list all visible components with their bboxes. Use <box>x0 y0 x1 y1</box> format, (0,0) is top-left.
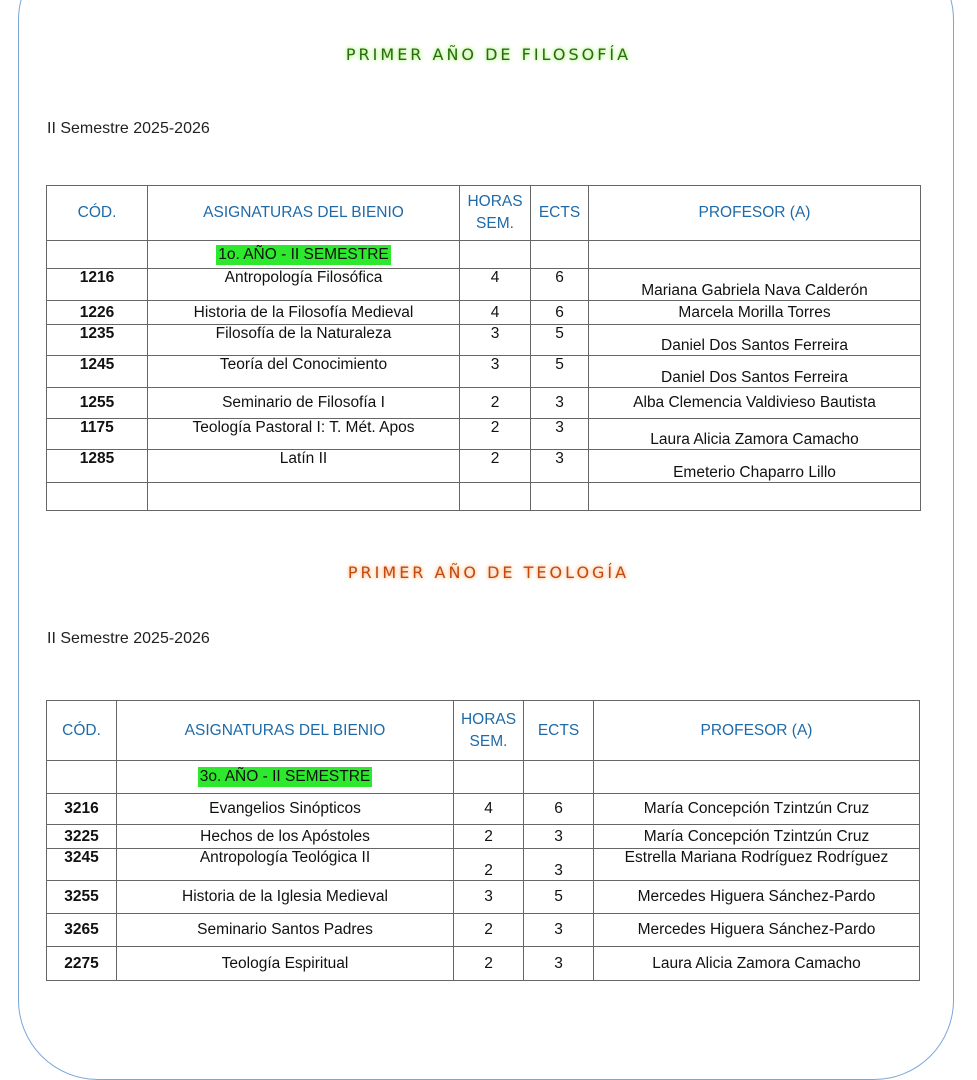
course-table-filosofia <box>46 185 921 511</box>
cell-teacher: María Concepción Tzintzún Cruz <box>594 794 920 825</box>
cell-subject: Teología Espiritual <box>117 947 454 981</box>
cell-teacher: Laura Alicia Zamora Camacho <box>589 419 921 450</box>
cell-empty <box>460 483 531 511</box>
cell-ects: 5 <box>524 881 594 914</box>
table-row <box>47 419 921 450</box>
header-hours <box>454 701 524 761</box>
cell-empty <box>589 241 921 269</box>
cell-empty <box>594 761 920 794</box>
table-row <box>47 947 920 981</box>
group-row <box>47 761 920 794</box>
cell-hours: 2 <box>454 849 524 881</box>
cell-empty <box>47 483 148 511</box>
cell-code: 1285 <box>47 450 148 483</box>
table-row <box>47 388 921 419</box>
cell-empty <box>531 241 589 269</box>
group-label: 3o. AÑO - II SEMESTRE <box>199 768 371 785</box>
cell-code: 1175 <box>47 419 148 450</box>
cell-subject: Teoría del Conocimiento <box>148 356 460 388</box>
cell-teacher: Laura Alicia Zamora Camacho <box>594 947 920 981</box>
table-header-row <box>47 701 920 761</box>
cell-subject: Hechos de los Apóstoles <box>117 825 454 849</box>
cell-teacher: Alba Clemencia Valdivieso Bautista <box>589 388 921 419</box>
cell-subject: Historia de la Filosofía Medieval <box>148 301 460 325</box>
cell-teacher: María Concepción Tzintzún Cruz <box>594 825 920 849</box>
header-hours <box>460 186 531 241</box>
cell-hours: 4 <box>460 301 531 325</box>
group-label: 1o. AÑO - II SEMESTRE <box>218 245 389 263</box>
cell-ects: 6 <box>531 301 589 325</box>
cell-hours: 4 <box>454 794 524 825</box>
cell-ects: 3 <box>524 825 594 849</box>
cell-ects: 3 <box>531 450 589 483</box>
cell-code: 2275 <box>47 947 117 981</box>
cell-empty <box>47 241 148 269</box>
cell-code: 3216 <box>47 794 117 825</box>
cell-subject: Historia de la Iglesia Medieval <box>117 881 454 914</box>
cell-teacher: Mariana Gabriela Nava Calderón <box>589 269 921 301</box>
cell-code: 1235 <box>47 325 148 356</box>
cell-ects: 3 <box>531 419 589 450</box>
cell-ects: 3 <box>524 947 594 981</box>
cell-empty <box>117 761 454 794</box>
header-hours-line: HORAS <box>460 710 517 728</box>
table-header-row <box>47 186 921 241</box>
table-row <box>47 825 920 849</box>
cell-subject: Antropología Teológica II <box>117 849 454 881</box>
cell-empty <box>460 241 531 269</box>
cell-ects: 5 <box>531 356 589 388</box>
table-row <box>47 794 920 825</box>
section-title-teologia: PRIMER AÑO DE TEOLOGÍA <box>347 563 630 582</box>
cell-code: 1245 <box>47 356 148 388</box>
semester-label-filosofia: II Semestre 2025-2026 <box>47 120 210 137</box>
cell-subject: Evangelios Sinópticos <box>117 794 454 825</box>
table-row <box>47 356 921 388</box>
header-teacher: PROFESOR (A) <box>589 186 921 241</box>
cell-hours: 2 <box>460 388 531 419</box>
cell-hours: 2 <box>460 450 531 483</box>
cell-empty <box>148 483 460 511</box>
cell-hours: 4 <box>460 269 531 301</box>
cell-ects: 3 <box>524 849 594 881</box>
cell-hours: 2 <box>460 419 531 450</box>
table-row <box>47 269 921 301</box>
cell-empty <box>148 241 460 269</box>
header-hours-line: SEM. <box>476 215 514 232</box>
cell-hours: 2 <box>454 914 524 947</box>
cell-empty <box>47 761 117 794</box>
cell-teacher: Daniel Dos Santos Ferreira <box>589 325 921 356</box>
header-subject: ASIGNATURAS DEL BIENIO <box>148 186 460 241</box>
cell-ects: 3 <box>531 388 589 419</box>
table-row <box>47 301 921 325</box>
header-hours-line: HORAS <box>467 193 523 210</box>
header-ects: ECTS <box>531 186 589 241</box>
cell-teacher: Mercedes Higuera Sánchez-Pardo <box>594 881 920 914</box>
table-row <box>47 914 920 947</box>
cell-hours: 3 <box>460 356 531 388</box>
header-teacher: PROFESOR (A) <box>594 701 920 761</box>
cell-code: 1226 <box>47 301 148 325</box>
cell-code: 1255 <box>47 388 148 419</box>
cell-code: 1216 <box>47 269 148 301</box>
cell-empty <box>524 761 594 794</box>
cell-empty <box>454 761 524 794</box>
table-row <box>47 849 920 881</box>
cell-empty <box>589 483 921 511</box>
course-table-teologia <box>46 700 920 981</box>
header-hours-line: SEM. <box>469 732 508 750</box>
header-code: CÓD. <box>47 701 117 761</box>
header-ects: ECTS <box>524 701 594 761</box>
cell-subject: Latín II <box>148 450 460 483</box>
cell-hours: 3 <box>460 325 531 356</box>
cell-subject: Antropología Filosófica <box>148 269 460 301</box>
cell-code: 3225 <box>47 825 117 849</box>
cell-empty <box>531 483 589 511</box>
cell-hours: 3 <box>454 881 524 914</box>
cell-subject: Filosofía de la Naturaleza <box>148 325 460 356</box>
section-title-filosofia: PRIMER AÑO DE FILOSOFÍA <box>345 45 632 64</box>
cell-code: 3255 <box>47 881 117 914</box>
cell-subject: Teología Pastoral I: T. Mét. Apos <box>148 419 460 450</box>
table-row <box>47 881 920 914</box>
header-subject: ASIGNATURAS DEL BIENIO <box>117 701 454 761</box>
semester-label-teologia: II Semestre 2025-2026 <box>47 630 210 647</box>
group-row <box>47 241 921 269</box>
cell-ects: 3 <box>524 914 594 947</box>
cell-hours: 2 <box>454 947 524 981</box>
table-row <box>47 450 921 483</box>
table-row <box>47 325 921 356</box>
cell-teacher: Emeterio Chaparro Lillo <box>589 450 921 483</box>
cell-ects: 6 <box>531 269 589 301</box>
cell-ects: 5 <box>531 325 589 356</box>
cell-subject: Seminario de Filosofía I <box>148 388 460 419</box>
cell-teacher: Marcela Morilla Torres <box>589 301 921 325</box>
cell-subject: Seminario Santos Padres <box>117 914 454 947</box>
cell-teacher: Estrella Mariana Rodríguez Rodríguez <box>594 849 920 881</box>
cell-teacher: Daniel Dos Santos Ferreira <box>589 356 921 388</box>
cell-code: 3245 <box>47 849 117 881</box>
cell-hours: 2 <box>454 825 524 849</box>
cell-ects: 6 <box>524 794 594 825</box>
cell-code: 3265 <box>47 914 117 947</box>
table-row-empty <box>47 483 921 511</box>
header-code: CÓD. <box>47 186 148 241</box>
cell-teacher: Mercedes Higuera Sánchez-Pardo <box>594 914 920 947</box>
